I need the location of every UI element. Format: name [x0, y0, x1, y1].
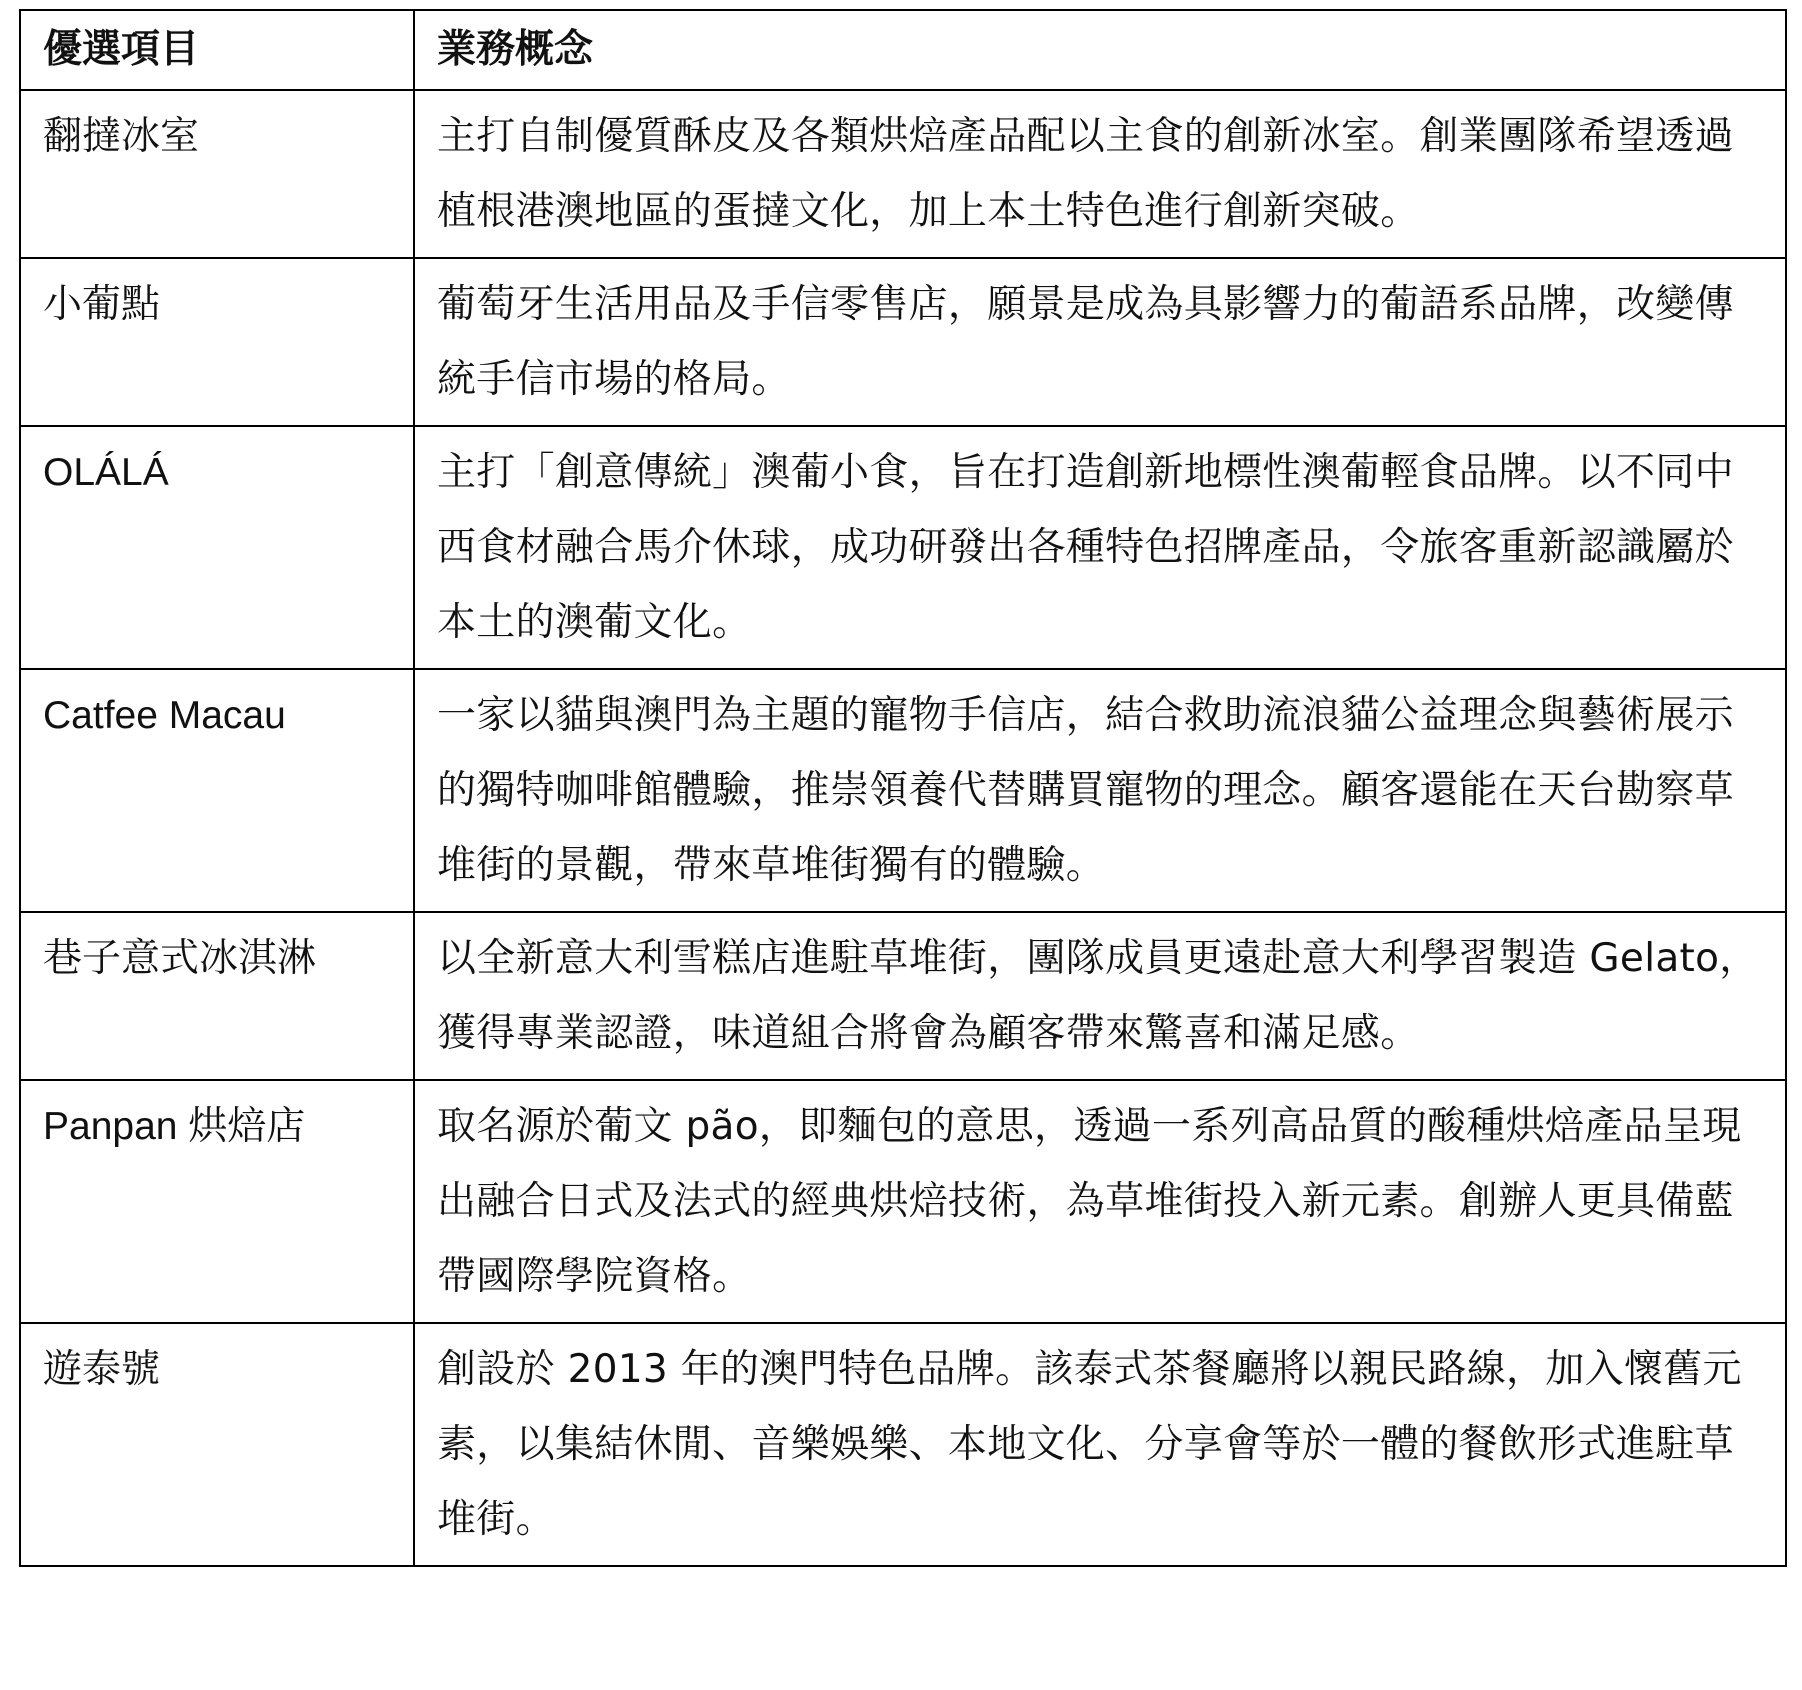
project-concept: 創設於 2013 年的澳門特色品牌。該泰式茶餐廳將以親民路線，加入懷舊元素，以集結休閒、音樂娛樂、本地文化、分享會等於一體的餐飲形式進駐草堆街。 [414, 1323, 1786, 1566]
project-concept: 一家以貓與澳門為主題的寵物手信店，結合救助流浪貓公益理念與藝術展示的獨特咖啡館體驗，推崇領養代替購買寵物的理念。顧客還能在天台勘察草堆街的景觀，帶來草堆街獨有的體驗。 [414, 669, 1786, 912]
header-row [20, 10, 1786, 90]
table-row [20, 258, 1786, 426]
project-concept: 取名源於葡文 pão，即麵包的意思，透過一系列高品質的酸種烘焙產品呈現出融合日式及法式的經典烘焙技術，為草堆街投入新元素。創辦人更具備藍帶國際學院資格。 [414, 1080, 1786, 1323]
table-row [20, 426, 1786, 669]
project-name: Panpan 烘焙店 [20, 1080, 414, 1323]
table-body [20, 90, 1786, 1566]
project-name: 小葡點 [20, 258, 414, 426]
project-name: 遊泰號 [20, 1323, 414, 1566]
table-row [20, 1323, 1786, 1566]
header-concept: 業務概念 [414, 10, 1786, 90]
project-name: 翻撻冰室 [20, 90, 414, 258]
project-concept: 主打「創意傳統」澳葡小食，旨在打造創新地標性澳葡輕食品牌。以不同中西食材融合馬介休球，成功研發出各種特色招牌產品，令旅客重新認識屬於本土的澳葡文化。 [414, 426, 1786, 669]
project-concept: 主打自制優質酥皮及各類烘焙產品配以主食的創新冰室。創業團隊希望透過植根港澳地區的蛋撻文化，加上本土特色進行創新突破。 [414, 90, 1786, 258]
table-row [20, 90, 1786, 258]
table-row [20, 1080, 1786, 1323]
header-project: 優選項目 [20, 10, 414, 90]
table-header [20, 10, 1786, 90]
table-row [20, 669, 1786, 912]
project-name: 巷子意式冰淇淋 [20, 912, 414, 1080]
table-row [20, 912, 1786, 1080]
project-name: OLÁLÁ [20, 426, 414, 669]
project-concept: 葡萄牙生活用品及手信零售店，願景是成為具影響力的葡語系品牌，改變傳統手信市場的格局。 [414, 258, 1786, 426]
projects-table [19, 9, 1787, 1567]
project-name: Catfee Macau [20, 669, 414, 912]
project-concept: 以全新意大利雪糕店進駐草堆街，團隊成員更遠赴意大利學習製造 Gelato，獲得專業認證，味道組合將會為顧客帶來驚喜和滿足感。 [414, 912, 1786, 1080]
